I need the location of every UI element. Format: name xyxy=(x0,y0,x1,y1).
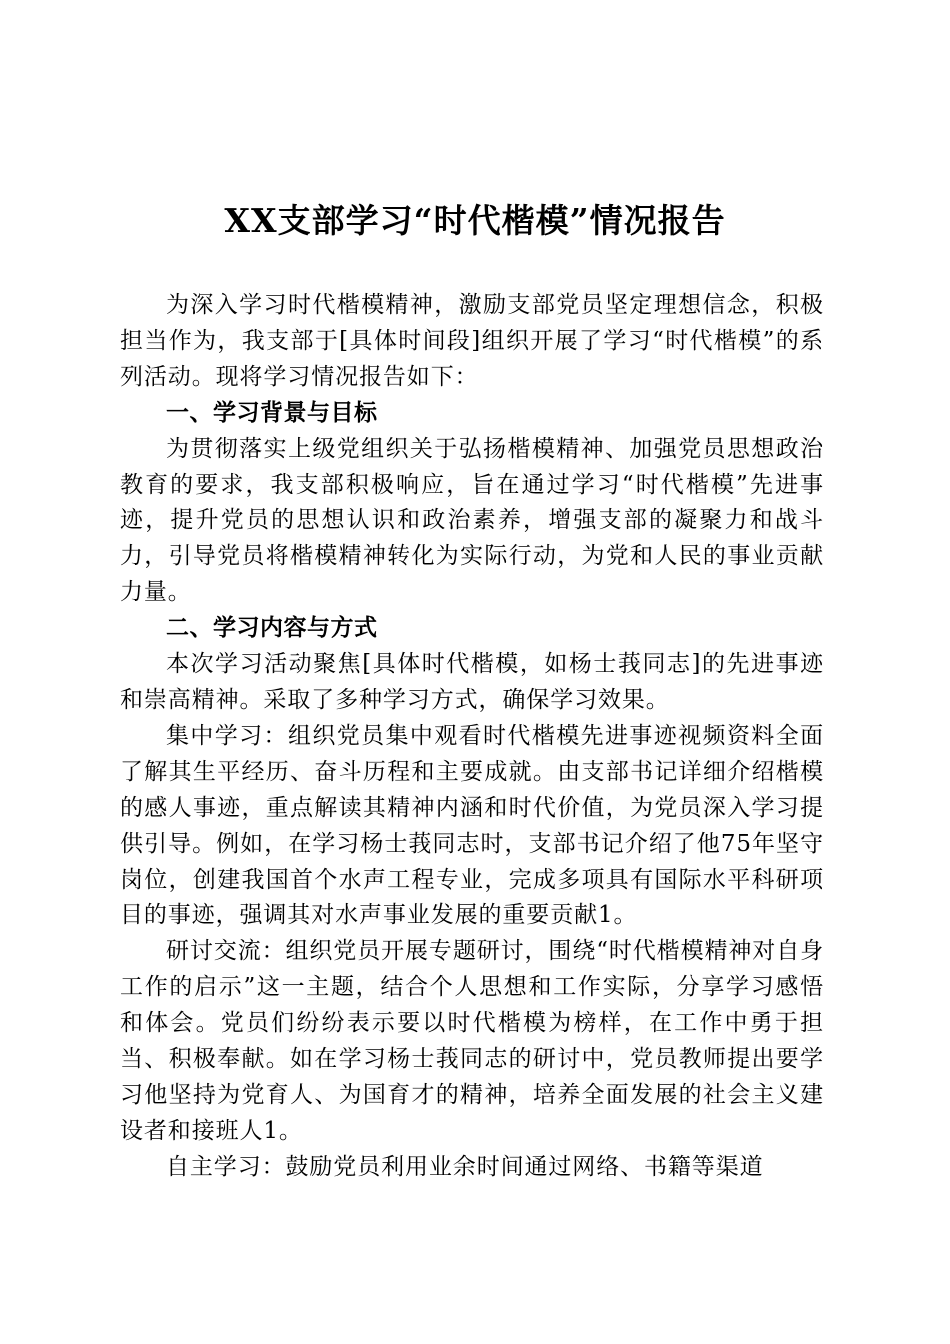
paragraph-background: 为贯彻落实上级党组织关于弘扬楷模精神、加强党员思想政治教育的要求，我支部积极响应，旨在通过学习“时代楷模”先进事迹，提升党员的思想认识和政治素养，增强支部的凝聚力和战斗力，引导党员将楷模精神转化为实际行动，为党和人民的事业贡献力量。 xyxy=(120,435,824,606)
paragraph-content-focus: 本次学习活动聚焦[具体时代楷模，如杨士莪同志]的先进事迹和崇高精神。采取了多种学习方式，确保学习效果。 xyxy=(120,651,824,713)
document-body xyxy=(120,288,824,1186)
paragraph-intro: 为深入学习时代楷模精神，激励支部党员坚定理想信念，积极担当作为，我支部于[具体时间段]组织开展了学习“时代楷模”的系列活动。现将学习情况报告如下： xyxy=(120,292,824,390)
section-heading-background: 一、学习背景与目标 xyxy=(166,399,378,426)
section-heading-content: 二、学习内容与方式 xyxy=(166,615,378,642)
paragraph-centralized-study: 集中学习：组织党员集中观看时代楷模先进事迹视频资料全面了解其生平经历、奋斗历程和主要成就。由支部书记详细介绍楷模的感人事迹，重点解读其精神内涵和时代价值，为党员深入学习提供引导。例如，在学习杨士莪同志时，支部书记介绍了他75年坚守岗位，创建我国首个水声工程专业，完成多项具有国际水平科研项目的事迹，强调其对水声事业发展的重要贡献1。 xyxy=(120,722,824,929)
paragraph-discussion: 研讨交流：组织党员开展专题研讨，围绕“时代楷模精神对自身工作的启示”这一主题，结合个人思想和工作实际，分享学习感悟和体会。党员们纷纷表示要以时代楷模为榜样，在工作中勇于担当、积极奉献。如在学习杨士莪同志的研讨中，党员教师提出要学习他坚持为党育人、为国育才的精神，培养全面发展的社会主义建设者和接班人1。 xyxy=(120,938,824,1144)
document-title: XX支部学习“时代楷模”情况报告 xyxy=(224,201,726,240)
paragraph-self-study: 自主学习：鼓励党员利用业余时间通过网络、书籍等渠道 xyxy=(166,1153,764,1180)
